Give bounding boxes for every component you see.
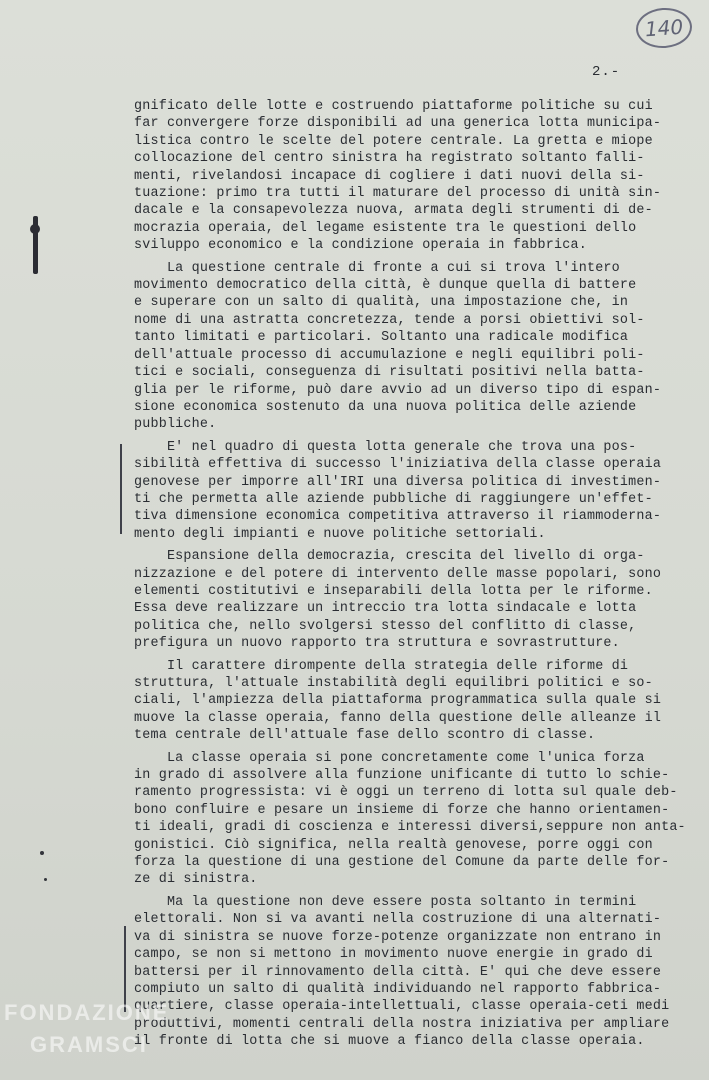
text-line: battersi per il rinnovamento della città. E' qui che deve essere xyxy=(134,964,662,980)
text-line: quartiere, classe operaia-intellettuali, classe operaia-ceti medi xyxy=(134,999,670,1015)
text-line: e superare con un salto di qualità, una impostazione che, in xyxy=(134,295,629,311)
typewritten-body xyxy=(134,98,694,1056)
text-line: bono confluire e pesare un insieme di forze che hanno orientamen- xyxy=(134,802,670,818)
text-line: ti che permetta alle aziende pubbliche di raggiungere un'effet- xyxy=(134,491,653,507)
margin-bracket-line xyxy=(120,444,122,534)
text-line: muove la classe operaia, fanno della questione delle alleanze il xyxy=(134,710,662,726)
watermark-line: FONDAZIONE xyxy=(4,1000,170,1025)
text-line: sviluppo economico e la condizione operaia in fabbrica. xyxy=(134,238,587,254)
archive-number-stamp: 140 xyxy=(635,6,694,50)
text-line: nome di una astratta concretezza, tende a porsi obiettivi sol- xyxy=(134,312,645,328)
text-line: in grado di assolvere alla funzione unificante di tutto lo schie- xyxy=(134,768,670,784)
text-line: campo, se non si mettono in movimento nuove energie in grado di xyxy=(134,947,653,963)
paragraph xyxy=(134,894,694,1051)
text-line: collocazione del centro sinistra ha registrato soltanto falli- xyxy=(134,151,645,167)
text-line: far convergere forze disponibili ad una generica lotta municipa- xyxy=(134,116,662,132)
text-line: ciali, l'ampiezza della piattaforma programmatica sulla quale si xyxy=(134,693,662,709)
text-line: forza la questione di una gestione del Comune da parte delle for- xyxy=(134,855,670,871)
text-line: sione economica sostenuto da una nuova politica delle aziende xyxy=(134,399,637,415)
text-line: Essa deve realizzare un intreccio tra lotta sindacale e lotta xyxy=(134,601,637,617)
text-line: gnificato delle lotte e costruendo piattaforme politiche su cui xyxy=(134,99,653,114)
watermark xyxy=(4,1000,169,1058)
text-line: mocrazia operaia, del legame esistente tra le questioni dello xyxy=(134,220,637,236)
text-line: tiva dimensione economica competitiva attraverso il riammoderna- xyxy=(134,509,662,525)
text-line: politica che, nello svolgersi stesso del conflitto di classe, xyxy=(134,618,637,634)
text-line: La questione centrale di fronte a cui si trova l'intero xyxy=(134,260,620,276)
text-line: La classe operaia si pone concretamente come l'unica forza xyxy=(134,750,645,766)
text-line: Ma la questione non deve essere posta soltanto in termini xyxy=(134,894,637,910)
text-line: E' nel quadro di questa lotta generale che trova una pos- xyxy=(134,439,637,455)
text-line: menti, rivelandosi incapace di cogliere i dati nuovi della si- xyxy=(134,168,645,184)
text-line: pubbliche. xyxy=(134,417,217,433)
text-line: movimento democratico della città, è dunque quella di battere xyxy=(134,278,637,294)
text-line: ti ideali, gradi di coscienza e interessi diversi,seppure non anta- xyxy=(134,820,686,836)
paragraph xyxy=(134,260,694,434)
text-line: ze di sinistra. xyxy=(134,872,258,888)
text-line: dell'attuale processo di accumulazione e negli equilibri poli- xyxy=(134,347,645,363)
text-line: compiuto un salto di qualità individuando nel rapporto fabbrica- xyxy=(134,981,662,997)
text-line: struttura, l'attuale instabilità degli equilibri politici e so- xyxy=(134,676,653,691)
text-line: produttivi, momenti centrali della nostra iniziativa per ampliare xyxy=(134,1016,670,1032)
text-line: elementi costitutivi e inseparabili della lotta per le riforme. xyxy=(134,583,653,599)
text-line: tuazione: primo tra tutti il maturare del processo di unità sin- xyxy=(134,186,662,202)
ink-speck xyxy=(40,851,44,855)
paragraph xyxy=(134,548,694,652)
text-line: prefigura un nuovo rapporto tra struttura e sovrastrutture. xyxy=(134,636,620,652)
page-number: 2.- xyxy=(592,64,621,80)
text-line: elettorali. Non si va avanti nella costruzione di una alternati- xyxy=(134,912,662,928)
text-line: genovese per imporre all'IRI una diversa politica di investimen- xyxy=(134,474,662,490)
text-line: Espansione della democrazia, crescita del livello di orga- xyxy=(134,549,645,565)
text-line: listica contro le scelte del potere centrale. La gretta e miope xyxy=(134,133,653,149)
text-line: dacale e la consapevolezza nuova, armata degli strumenti di de- xyxy=(134,203,653,219)
text-line: tema centrale dell'attuale fase dello scontro di classe. xyxy=(134,728,596,744)
text-line: glia per le riforme, può dare avvio ad un diverso tipo di espan- xyxy=(134,382,662,398)
text-line: mento degli impianti e nuove politiche settoriali. xyxy=(134,526,546,542)
margin-mark xyxy=(30,224,40,234)
paragraph xyxy=(134,658,694,745)
text-line: tici e sociali, conseguenza di risultati positivi nella batta- xyxy=(134,365,645,381)
paragraph xyxy=(134,98,694,255)
text-line: va di sinistra se nuove forze-potenze organizzate non entrano in xyxy=(134,929,662,945)
text-line: il fronte di lotta che si muove a fianco della classe operaia. xyxy=(134,1034,645,1050)
paragraph xyxy=(134,439,694,543)
text-line: nizzazione e del potere di intervento delle masse popolari, sono xyxy=(134,566,662,582)
watermark-line: GRAMSCI xyxy=(30,1032,148,1057)
ink-speck xyxy=(44,878,47,881)
text-line: ramento progressista: vi è oggi un terreno di lotta sul quale deb- xyxy=(134,785,678,801)
text-line: gonistici. Ciò significa, nella realtà genovese, porre oggi con xyxy=(134,837,653,853)
paragraph xyxy=(134,750,694,889)
text-line: Il carattere dirompente della strategia delle riforme di xyxy=(134,658,629,674)
text-line: sibilità effettiva di successo l'iniziativa della classe operaia xyxy=(134,457,662,473)
text-line: tanto limitati e particolari. Soltanto una radicale modifica xyxy=(134,330,629,346)
